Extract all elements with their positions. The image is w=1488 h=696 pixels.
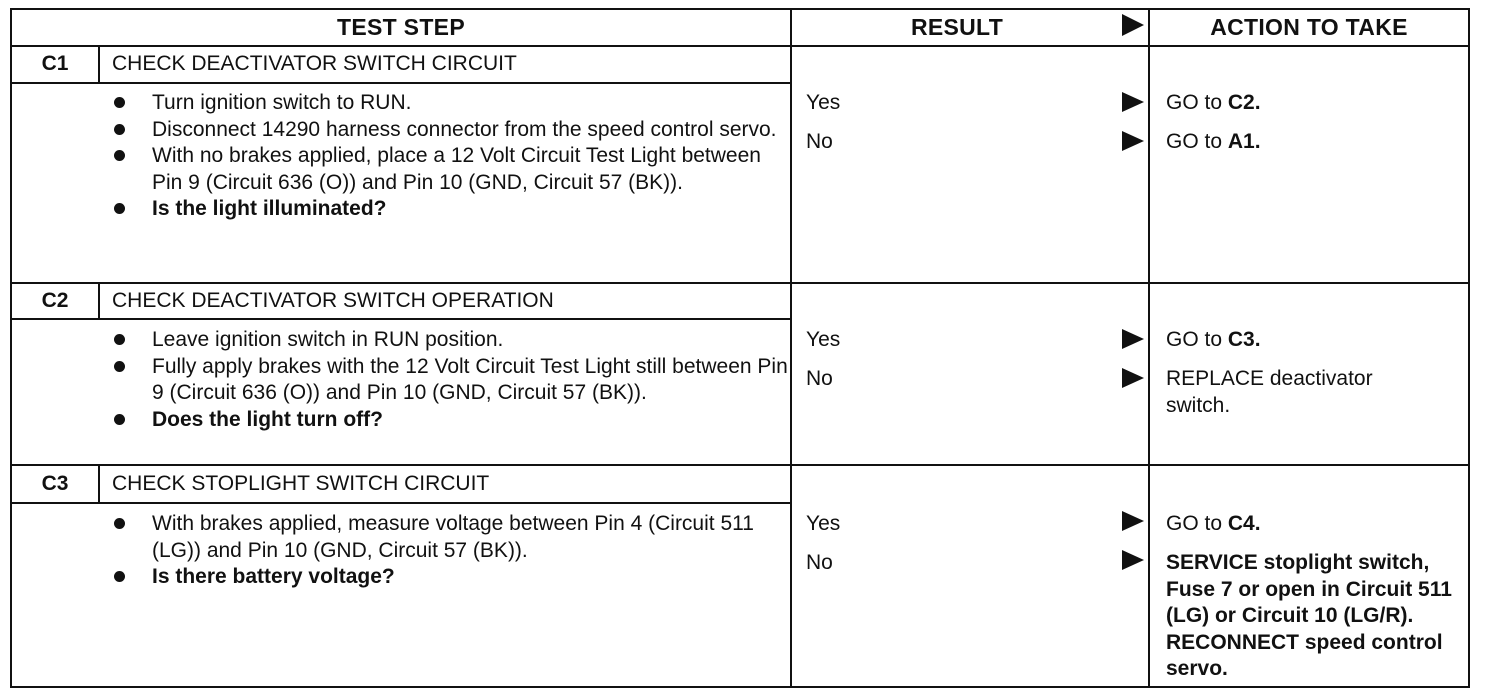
result-no: No <box>806 367 833 390</box>
bullet-item: Disconnect 14290 harness connector from the speed control servo. <box>108 117 788 144</box>
step-title: CHECK DEACTIVATOR SWITCH OPERATION <box>112 289 554 312</box>
bullet-icon <box>114 124 125 135</box>
step-bullets <box>108 327 788 433</box>
action-text: GO to C4. <box>1166 512 1261 535</box>
action-text: GO to A1. <box>1166 130 1261 153</box>
arrow-icon <box>1122 368 1144 388</box>
arrow-icon <box>1122 550 1144 570</box>
bullet-item: Turn ignition switch to RUN. <box>108 90 788 117</box>
action-text: GO to C3. <box>1166 328 1261 351</box>
step-title: CHECK STOPLIGHT SWITCH CIRCUIT <box>112 472 490 495</box>
step-bullets <box>108 90 788 223</box>
step-title: CHECK DEACTIVATOR SWITCH CIRCUIT <box>112 52 517 75</box>
step-c1-id-divider <box>98 45 100 84</box>
bullet-item: With brakes applied, measure voltage between Pin 4 (Circuit 511 (LG)) and Pin 10 (GND, Circuit 57 (BK)). <box>108 511 788 564</box>
bullet-question: Is there battery voltage? <box>108 564 788 591</box>
result-yes: Yes <box>806 91 841 114</box>
header-result: RESULT <box>910 13 1004 40</box>
bullet-question: Is the light illuminated? <box>108 196 788 223</box>
column-divider-result <box>790 8 792 688</box>
header-test-step: TEST STEP <box>337 13 465 40</box>
step-c3-title-divider <box>10 502 792 504</box>
bullet-icon <box>114 97 125 108</box>
step-c1-title-divider <box>10 82 792 84</box>
step-id: C2 <box>41 289 69 312</box>
table-border-right <box>1468 8 1470 688</box>
step-c3-id-divider <box>98 464 100 504</box>
bullet-icon <box>114 361 125 372</box>
step-id: C1 <box>41 52 69 75</box>
action-text: GO to C2. <box>1166 91 1261 114</box>
result-no: No <box>806 551 833 574</box>
arrow-icon <box>1122 92 1144 112</box>
bullet-icon <box>114 571 125 582</box>
bullet-icon <box>114 203 125 214</box>
column-divider-action <box>1148 8 1150 688</box>
arrow-icon <box>1122 131 1144 151</box>
header-action: ACTION TO TAKE <box>1210 13 1408 40</box>
step-c2-id-divider <box>98 282 100 320</box>
arrow-icon <box>1122 329 1144 349</box>
result-no: No <box>806 130 833 153</box>
result-yes: Yes <box>806 328 841 351</box>
table-border-bottom <box>10 686 1470 688</box>
step-id: C3 <box>41 472 69 495</box>
bullet-item: Leave ignition switch in RUN position. <box>108 327 788 354</box>
arrow-icon <box>1122 511 1144 531</box>
action-text: SERVICE stoplight switch, Fuse 7 or open in Circuit 511 (LG) or Circuit 10 (LG/R). RECONNECT speed control servo. <box>1166 551 1452 680</box>
bullet-icon <box>114 518 125 529</box>
bullet-item: Fully apply brakes with the 12 Volt Circuit Test Light still between Pin 9 (Circuit 636 (O)) and Pin 10 (GND, Circuit 57 (BK)). <box>108 354 788 407</box>
bullet-icon <box>114 414 125 425</box>
bullet-icon <box>114 150 125 161</box>
table-border-left <box>10 8 12 688</box>
result-yes: Yes <box>806 512 841 535</box>
step-bullets <box>108 511 788 591</box>
bullet-icon <box>114 334 125 345</box>
action-text: REPLACE deactivator switch. <box>1166 367 1373 417</box>
bullet-question: Does the light turn off? <box>108 407 788 434</box>
header-arrow-icon <box>1122 14 1144 36</box>
bullet-item: With no brakes applied, place a 12 Volt Circuit Test Light between Pin 9 (Circuit 636 (O)) and Pin 10 (GND, Circuit 57 (BK)). <box>108 143 788 196</box>
